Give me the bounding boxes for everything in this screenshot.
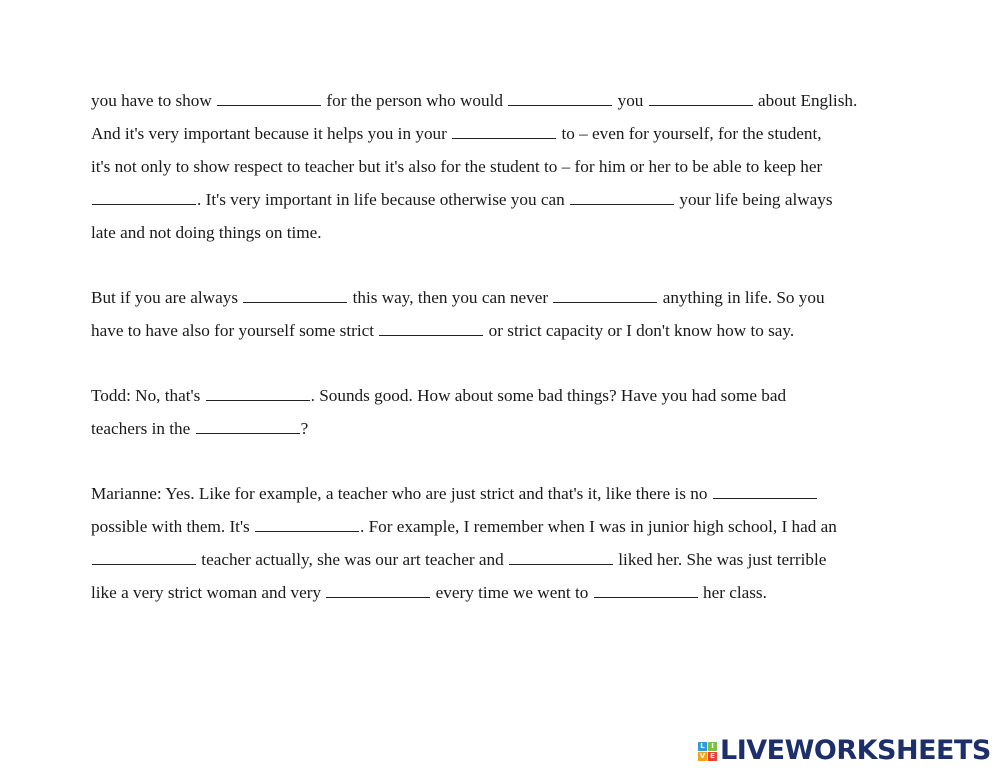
- answer-blank[interactable]: [217, 90, 321, 106]
- answer-blank[interactable]: [92, 549, 196, 565]
- answer-blank[interactable]: [649, 90, 753, 106]
- worksheet-line: [91, 385, 786, 407]
- answer-blank[interactable]: [570, 189, 674, 205]
- text-segment: late and not doing things on time.: [91, 223, 322, 242]
- answer-blank[interactable]: [713, 483, 817, 499]
- answer-blank[interactable]: [206, 385, 310, 401]
- text-segment: to – even for yourself, for the student,: [557, 124, 822, 143]
- text-segment: like a very strict woman and very: [91, 583, 326, 602]
- text-segment: have to have also for yourself some strict: [91, 321, 379, 340]
- answer-blank[interactable]: [255, 516, 359, 532]
- answer-blank[interactable]: [553, 287, 657, 303]
- worksheet-line: [91, 156, 822, 178]
- text-segment: . Sounds good. How about some bad things? Have you had some bad: [310, 386, 787, 405]
- answer-blank[interactable]: [243, 287, 347, 303]
- worksheet-line: [91, 287, 825, 309]
- text-segment: possible with them. It's: [91, 517, 255, 536]
- logo-blocks-icon: [698, 742, 717, 761]
- liveworksheets-logo: [698, 736, 991, 766]
- text-segment: But if you are always: [91, 288, 243, 307]
- answer-blank[interactable]: [196, 418, 300, 434]
- worksheet-line: [91, 320, 794, 342]
- worksheet-line: [91, 189, 833, 211]
- text-segment: you have to show: [91, 91, 217, 110]
- text-segment: it's not only to show respect to teacher but it's also for the student to – for him or her to be able to keep her: [91, 157, 823, 176]
- logo-text: LIVEWORKSHEETS: [720, 735, 991, 766]
- text-segment: for the person who would: [322, 91, 508, 110]
- text-segment: And it's very important because it helps you in your: [91, 124, 452, 143]
- answer-blank[interactable]: [92, 189, 196, 205]
- worksheet-line: [91, 418, 308, 440]
- worksheet-line: [91, 222, 322, 244]
- text-segment: . For example, I remember when I was in junior high school, I had an: [360, 517, 837, 536]
- worksheet-line: [91, 483, 818, 505]
- text-segment: ?: [300, 419, 309, 438]
- text-segment: this way, then you can never: [348, 288, 553, 307]
- answer-blank[interactable]: [452, 123, 556, 139]
- text-segment: . It's very important in life because otherwise you can: [197, 190, 570, 209]
- worksheet-line: [91, 582, 767, 604]
- text-segment: her class.: [698, 583, 767, 602]
- worksheet-line: [91, 516, 837, 538]
- logo-block: L: [698, 742, 707, 751]
- text-segment: every time we went to: [431, 583, 593, 602]
- logo-block: I: [708, 742, 717, 751]
- text-segment: you: [613, 91, 648, 110]
- text-segment: liked her. She was just terrible: [613, 550, 827, 569]
- answer-blank[interactable]: [508, 90, 612, 106]
- answer-blank[interactable]: [509, 549, 613, 565]
- text-segment: Marianne: Yes. Like for example, a teacher who are just strict and that's it, like there is no: [91, 484, 712, 503]
- text-segment: Todd: No, that's: [91, 386, 205, 405]
- worksheet-line: [91, 90, 857, 112]
- text-segment: anything in life. So you: [658, 288, 825, 307]
- logo-block: E: [708, 752, 717, 761]
- text-segment: or strict capacity or I don't know how to say.: [484, 321, 795, 340]
- text-segment: teacher actually, she was our art teacher and: [197, 550, 508, 569]
- text-segment: about English.: [753, 91, 858, 110]
- text-segment: teachers in the: [91, 419, 195, 438]
- answer-blank[interactable]: [379, 320, 483, 336]
- text-segment: your life being always: [675, 190, 833, 209]
- answer-blank[interactable]: [594, 582, 698, 598]
- worksheet-line: [91, 549, 826, 571]
- answer-blank[interactable]: [326, 582, 430, 598]
- worksheet-line: [91, 123, 822, 145]
- logo-block: V: [699, 751, 706, 760]
